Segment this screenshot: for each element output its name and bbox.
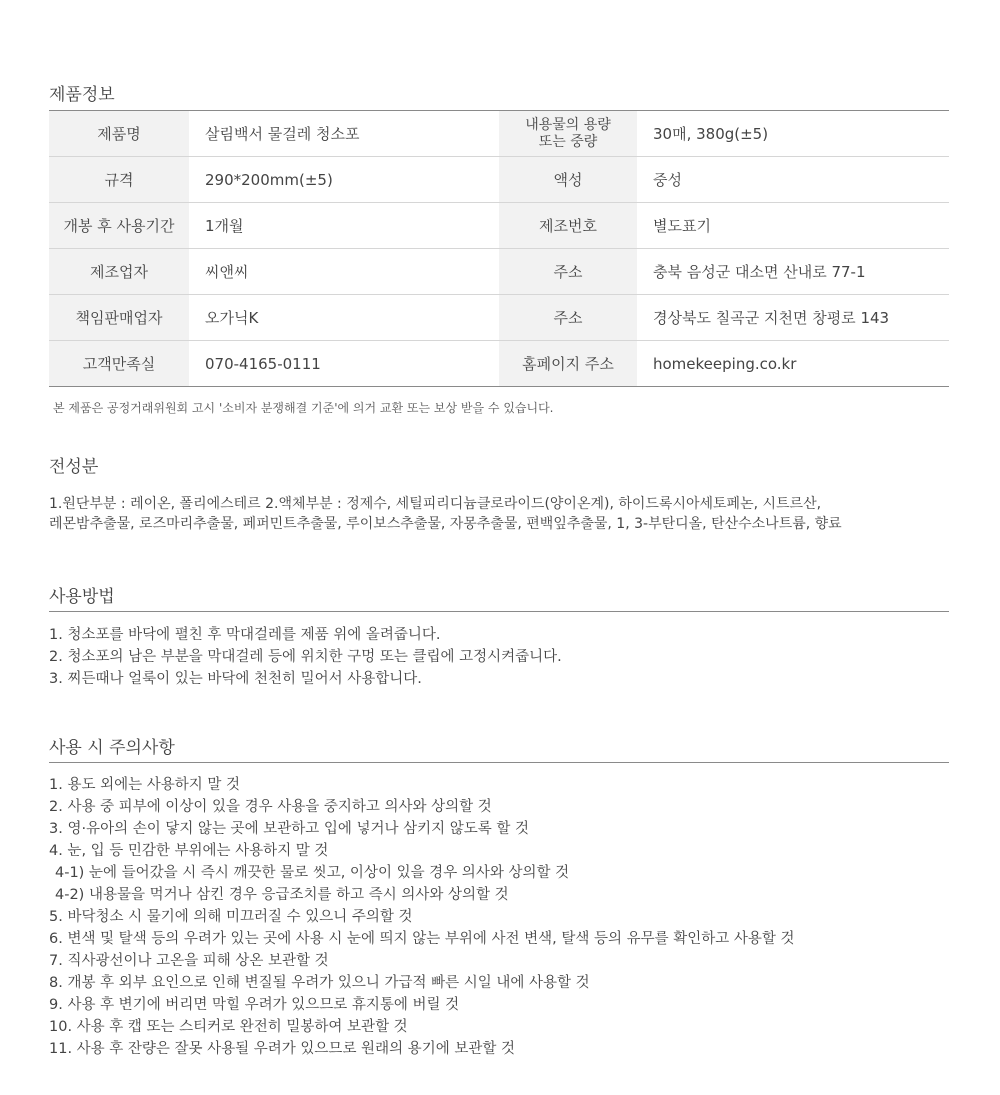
row-value: 오가닉K	[189, 295, 499, 341]
row-value: 별도표기	[637, 203, 949, 249]
row-value: 30매, 380g(±5)	[637, 111, 949, 157]
row-label-line: 내용물의 용량	[525, 116, 611, 133]
row-label: 주소	[499, 295, 637, 341]
row-label: 규격	[49, 157, 189, 203]
cautions-divider	[49, 762, 949, 763]
usage-divider	[49, 611, 949, 612]
table-row	[49, 341, 949, 387]
table-row	[49, 157, 949, 203]
list-item: 10. 사용 후 캡 또는 스티커로 완전히 밀봉하여 보관할 것	[49, 1019, 408, 1035]
list-item: 1. 청소포를 바닥에 펼친 후 막대걸레를 제품 위에 올려줍니다.	[49, 627, 441, 643]
usage-list	[49, 624, 562, 690]
product-info-title: 제품정보	[49, 85, 115, 105]
row-value: 중성	[637, 157, 949, 203]
list-item: 4. 눈, 입 등 민감한 부위에는 사용하지 말 것	[49, 843, 329, 859]
row-label: 주소	[499, 249, 637, 295]
ingredients-text	[49, 494, 842, 534]
row-value: 1개월	[189, 203, 499, 249]
list-item: 3. 찌든때나 얼룩이 있는 바닥에 천천히 밀어서 사용합니다.	[49, 671, 422, 687]
usage-title: 사용방법	[49, 587, 115, 607]
row-label: 고객만족실	[49, 341, 189, 387]
table-row	[49, 295, 949, 341]
ingredients-line: 레몬밤추출물, 로즈마리추출물, 페퍼민트추출물, 루이보스추출물, 자몽추출물, 편백잎추출물, 1, 3-부탄디올, 탄산수소나트륨, 향료	[49, 516, 842, 532]
list-subitem: 4-1) 눈에 들어갔을 시 즉시 깨끗한 물로 씻고, 이상이 있을 경우 의사와 상의할 것	[55, 865, 570, 881]
row-value: 살림백서 물걸레 청소포	[189, 111, 499, 157]
row-label	[499, 111, 637, 157]
consumer-dispute-note: 본 제품은 공정거래위원회 고시 '소비자 분쟁해결 기준'에 의거 교환 또는 보상 받을 수 있습니다.	[53, 401, 554, 415]
list-item: 11. 사용 후 잔량은 잘못 사용될 우려가 있으므로 원래의 용기에 보관할 것	[49, 1041, 515, 1057]
product-info-table	[49, 110, 949, 387]
table-row	[49, 249, 949, 295]
list-item: 3. 영·유아의 손이 닿지 않는 곳에 보관하고 입에 넣거나 삼키지 않도록 할 것	[49, 821, 529, 837]
list-item: 9. 사용 후 변기에 버리면 막힐 우려가 있으므로 휴지통에 버릴 것	[49, 997, 460, 1013]
list-item: 5. 바닥청소 시 물기에 의해 미끄러질 수 있으니 주의할 것	[49, 909, 413, 925]
row-label: 제조업자	[49, 249, 189, 295]
table-row	[49, 203, 949, 249]
row-label: 액성	[499, 157, 637, 203]
cautions-list	[49, 774, 795, 1060]
row-value: 290*200mm(±5)	[189, 157, 499, 203]
row-label-line: 또는 중량	[538, 133, 598, 150]
list-subitem: 4-2) 내용물을 먹거나 삼킨 경우 응급조치를 하고 즉시 의사와 상의할 것	[55, 887, 509, 903]
list-item: 2. 청소포의 남은 부분을 막대걸레 등에 위치한 구멍 또는 클립에 고정시켜줍니다.	[49, 649, 562, 665]
list-item: 1. 용도 외에는 사용하지 말 것	[49, 777, 240, 793]
row-label: 책임판매업자	[49, 295, 189, 341]
row-label: 개봉 후 사용기간	[49, 203, 189, 249]
row-value: homekeeping.co.kr	[653, 354, 797, 373]
list-item: 2. 사용 중 피부에 이상이 있을 경우 사용을 중지하고 의사와 상의할 것	[49, 799, 492, 815]
row-value: 070-4165-0111	[205, 354, 321, 373]
list-item: 6. 변색 및 탈색 등의 우려가 있는 곳에 사용 시 눈에 띄지 않는 부위에 사전 변색, 탈색 등의 유무를 확인하고 사용할 것	[49, 931, 795, 947]
row-value: 씨앤씨	[189, 249, 499, 295]
row-value: 충북 음성군 대소면 산내로 77-1	[637, 249, 949, 295]
cautions-title: 사용 시 주의사항	[49, 738, 175, 758]
list-item: 7. 직사광선이나 고온을 피해 상온 보관할 것	[49, 953, 329, 969]
row-label: 홈페이지 주소	[499, 341, 637, 387]
ingredients-title: 전성분	[49, 457, 99, 477]
ingredients-line: 1.원단부분 : 레이온, 폴리에스테르 2.액체부분 : 정제수, 세틸피리디늄클로라이드(양이온계), 하이드록시아세토페논, 시트르산,	[49, 496, 822, 512]
list-item: 8. 개봉 후 외부 요인으로 인해 변질될 우려가 있으니 가급적 빠른 시일 내에 사용할 것	[49, 975, 590, 991]
row-label: 제품명	[49, 111, 189, 157]
table-row	[49, 111, 949, 157]
row-value: 경상북도 칠곡군 지천면 창평로 143	[637, 295, 949, 341]
row-label: 제조번호	[499, 203, 637, 249]
